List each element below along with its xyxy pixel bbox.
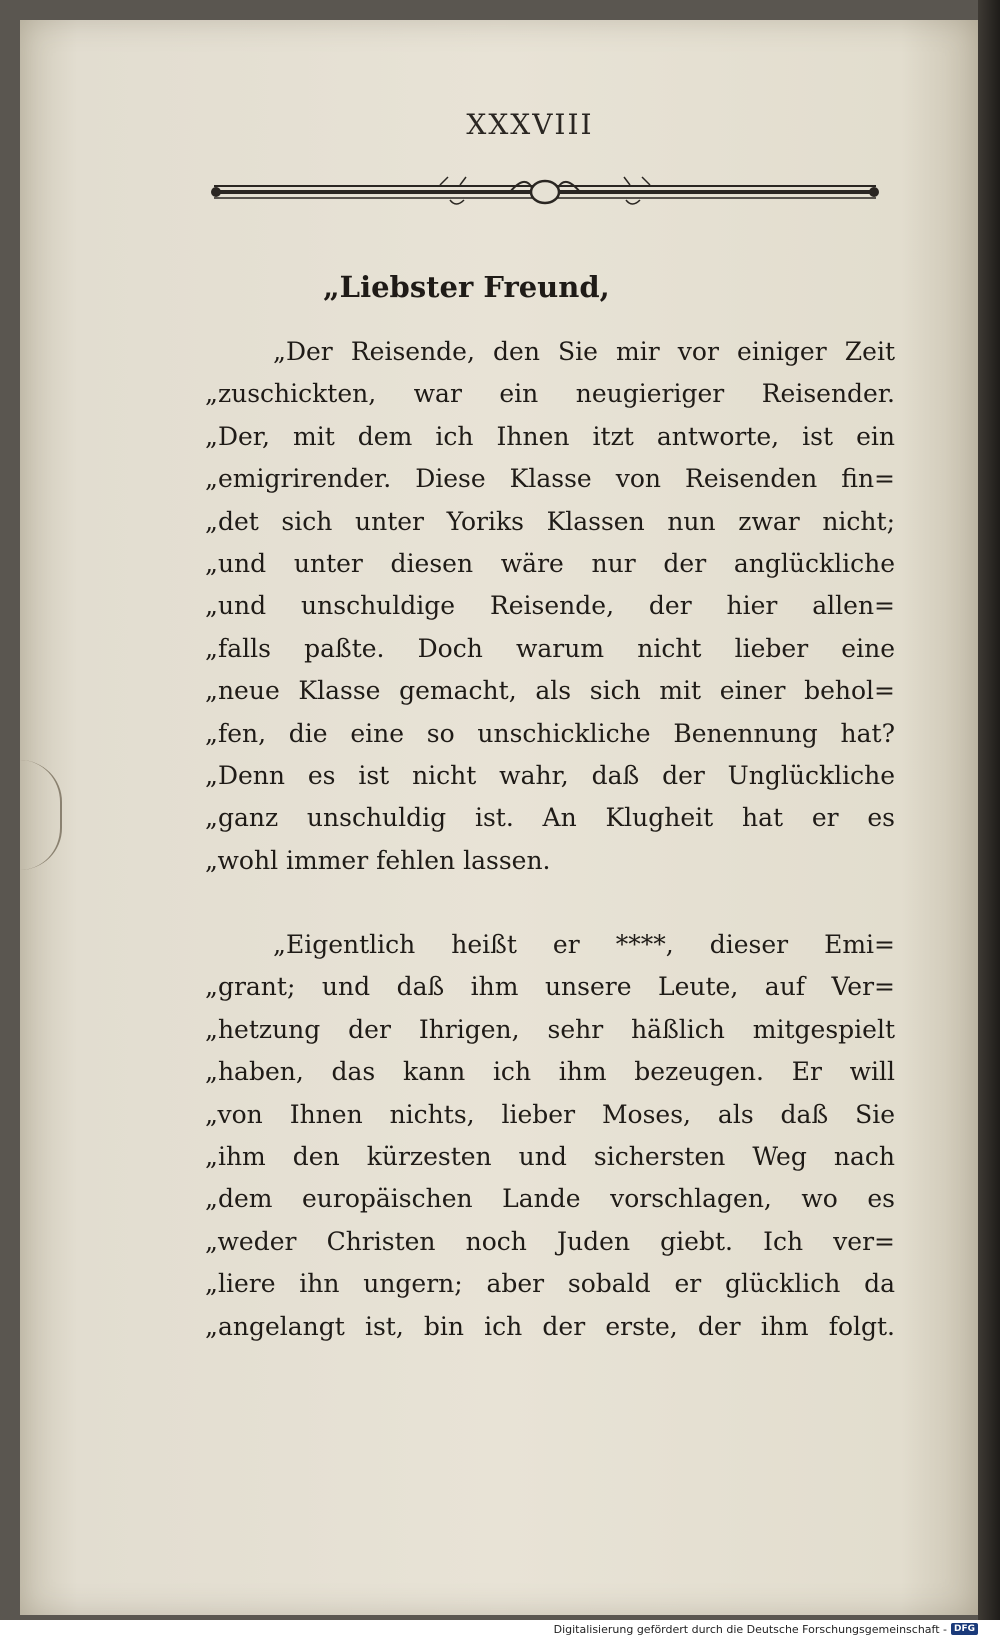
text-line: „zuschickten, war ein neugieriger Reisender. <box>205 379 895 409</box>
text-line: „neue Klasse gemacht, als sich mit einer behol= <box>205 676 895 706</box>
text-line: „und unschuldige Reisende, der hier allen= <box>205 591 895 621</box>
page-curl <box>20 760 62 870</box>
text-line: „weder Christen noch Juden giebt. Ich ver= <box>205 1226 895 1256</box>
text-line: „wohl immer fehlen lassen. <box>205 845 551 875</box>
text-line: „hetzung der Ihrigen, sehr häßlich mitgespielt <box>205 1014 895 1044</box>
text-line: „Denn es ist nicht wahr, daß der Unglückliche <box>205 760 895 790</box>
paragraph-2 <box>205 924 895 1348</box>
text-line: „und unter diesen wäre nur der anglückliche <box>205 548 895 578</box>
paragraph-1 <box>205 331 895 882</box>
text-line: „ganz unschuldig ist. An Klugheit hat er es <box>205 803 895 833</box>
credit-text: Digitalisierung gefördert durch die Deutsche Forschungsgemeinschaft - <box>553 1622 947 1636</box>
text-line: „von Ihnen nichts, lieber Moses, als daß Sie <box>205 1099 895 1129</box>
text-line: „haben, das kann ich ihm bezeugen. Er will <box>205 1057 895 1087</box>
text-line: „fen, die eine so unschickliche Benennung hat? <box>205 718 895 748</box>
ornamental-rule <box>210 172 880 212</box>
dfg-logo[interactable]: DFG <box>951 1623 978 1635</box>
text-line: „det sich unter Yoriks Klassen nun zwar nicht; <box>205 506 895 536</box>
salutation: „Liebster Freund, <box>323 270 610 304</box>
digitization-credit <box>554 1620 978 1638</box>
book-edge <box>978 0 1000 1620</box>
text-line: „falls paßte. Doch warum nicht lieber eine <box>205 633 895 663</box>
text-line: „Eigentlich heißt er ****, dieser Emi= <box>273 930 895 960</box>
text-line: „grant; und daß ihm unsere Leute, auf Ver= <box>205 972 895 1002</box>
text-line: „liere ihn ungern; aber sobald er glücklich da <box>205 1269 895 1299</box>
text-line: „Der Reisende, den Sie mir vor einiger Zeit <box>273 337 895 366</box>
text-line: „Der, mit dem ich Ihnen itzt antworte, ist ein <box>205 421 895 451</box>
letter-text <box>205 265 895 1348</box>
text-line: „angelangt ist, bin ich der erste, der ihm folgt. <box>205 1311 895 1341</box>
page-number: XXXVIII <box>466 108 594 141</box>
text-line: „dem europäischen Lande vorschlagen, wo es <box>205 1184 895 1214</box>
text-line: „ihm den kürzesten und sichersten Weg nach <box>205 1142 895 1172</box>
text-line: „emigrirender. Diese Klasse von Reisenden fin= <box>205 464 895 494</box>
